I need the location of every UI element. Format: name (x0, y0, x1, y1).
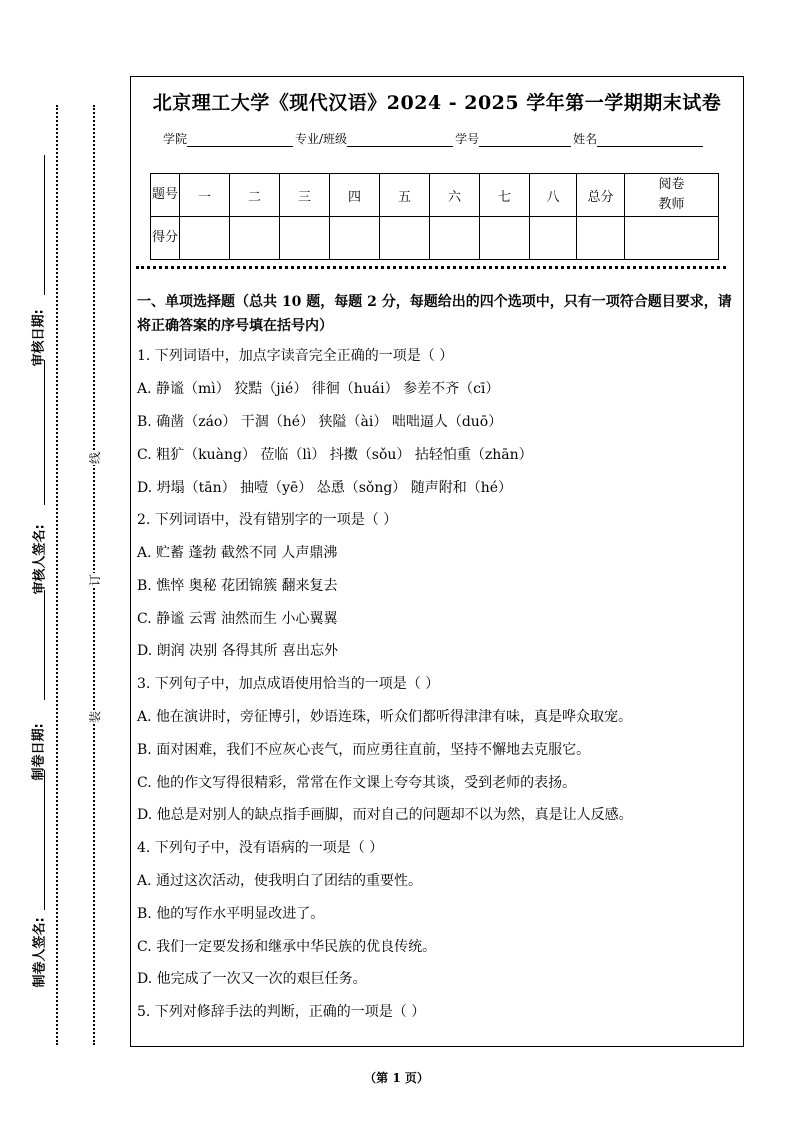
paper-date-line (44, 590, 45, 700)
option-line: A. 静谧（mì） 狡黠（jié） 徘徊（huái） 参差不齐（cī） (137, 381, 500, 397)
column-7: 七 (480, 174, 530, 217)
paper-date-label: 制卷日期: (31, 723, 47, 781)
binding-char-bind: 订 (88, 574, 102, 587)
question-line: 3. 下列句子中，加点成语使用恰当的一项是（ ） (137, 676, 440, 692)
paper-author-signature-line (44, 770, 45, 910)
exam-title: 北京理工大学《现代汉语》2024 - 2025 学年第一学期期末试卷 (152, 92, 722, 114)
reviewer-signature-line (44, 360, 45, 505)
college-field[interactable] (187, 132, 293, 147)
score-cell[interactable] (280, 217, 330, 260)
binding-char-line: 线 (88, 452, 102, 465)
question-line: 5. 下列对修辞手法的判断，正确的一项是（ ） (137, 1004, 426, 1020)
student-id-field[interactable] (479, 132, 571, 147)
page-number: （第 1 页） (364, 1071, 429, 1085)
column-2: 二 (230, 174, 280, 217)
student-info-row (163, 130, 705, 147)
reviewer-signature-label: 审核人签名: (32, 524, 48, 595)
option-line: A. 通过这次活动，使我明白了团结的重要性。 (137, 873, 423, 889)
option-line: C. 静谧 云霄 油然而生 小心翼翼 (137, 611, 338, 627)
column-1: 一 (180, 174, 230, 217)
review-date-label: 审核日期: (31, 309, 47, 367)
score-cell[interactable] (480, 217, 530, 260)
question-line: 2. 下列词语中，没有错别字的一项是（ ） (137, 512, 398, 528)
column-3: 三 (280, 174, 330, 217)
score-label: 得分 (151, 217, 180, 260)
question-number-label: 题号 (151, 174, 180, 217)
name-field[interactable] (597, 132, 703, 147)
question-line: 4. 下列句子中，没有语病的一项是（ ） (137, 840, 384, 856)
column-6: 六 (430, 174, 480, 217)
option-line: D. 他总是对别人的缺点指手画脚，而对自己的问题却不以为然，真是让人反感。 (137, 807, 633, 823)
option-line: B. 憔悴 奥秘 花团锦簇 翻来复去 (137, 578, 338, 594)
binding-char-seal: 装 (88, 711, 102, 724)
grader-cell[interactable] (625, 217, 719, 260)
option-line: D. 坍塌（tān） 抽噎（yē） 怂恿（sǒng） 随声附和（hé） (137, 480, 513, 496)
column-grader: 阅卷教师 (625, 174, 719, 217)
option-line: C. 他的作文写得很精彩，常常在作文课上夸夸其谈，受到老师的表扬。 (137, 775, 577, 791)
column-total: 总分 (577, 174, 625, 217)
option-line: B. 确凿（záo） 干涸（hé） 狭隘（ài） 咄咄逼人（duō） (137, 414, 503, 430)
dotted-separator (136, 266, 726, 269)
score-cell[interactable] (180, 217, 230, 260)
option-line: C. 我们一定要发扬和继承中华民族的优良传统。 (137, 939, 437, 955)
college-label: 学院 (163, 132, 188, 146)
binding-sidebar (0, 0, 128, 1122)
name-label: 姓名 (573, 132, 598, 146)
score-cell[interactable] (330, 217, 380, 260)
column-4: 四 (330, 174, 380, 217)
option-line: D. 朗润 决别 各得其所 喜出忘外 (137, 643, 338, 659)
score-cell[interactable] (230, 217, 280, 260)
option-line: B. 面对困难，我们不应灰心丧气，而应勇往直前，坚持不懈地去克服它。 (137, 742, 591, 758)
option-line: A. 他在演讲时，旁征博引，妙语连珠，听众们都听得津津有味，真是哗众取宠。 (137, 709, 633, 725)
binding-dotted-line-left (56, 105, 58, 1045)
column-5: 五 (380, 174, 430, 217)
score-table-header-row (151, 174, 719, 217)
paper-author-signature-label: 制卷人签名: (32, 917, 48, 988)
score-cell[interactable] (530, 217, 577, 260)
major-class-field[interactable] (347, 132, 453, 147)
review-date-line (44, 155, 45, 295)
score-table (150, 173, 719, 260)
major-class-label: 专业/班级 (295, 132, 348, 146)
section-1-heading: 一、单项选择题（总共 10 题，每题 2 分，每题给出的四个选项中，只有一项符合题目要求，请将正确答案的序号填在括号内） (137, 294, 732, 334)
option-line: B. 他的写作水平明显改进了。 (137, 906, 325, 922)
column-8: 八 (530, 174, 577, 217)
option-line: C. 粗犷（kuàng） 莅临（lì） 抖擞（sǒu） 拈轻怕重（zhān） (137, 447, 533, 463)
score-cell[interactable] (380, 217, 430, 260)
score-cell[interactable] (577, 217, 625, 260)
option-line: A. 贮蓄 蓬勃 截然不同 人声鼎沸 (137, 545, 338, 561)
score-table-score-row (151, 217, 719, 260)
student-id-label: 学号 (455, 132, 480, 146)
question-line: 1. 下列词语中，加点字读音完全正确的一项是（ ） (137, 348, 454, 364)
score-cell[interactable] (430, 217, 480, 260)
option-line: D. 他完成了一次又一次的艰巨任务。 (137, 971, 367, 987)
